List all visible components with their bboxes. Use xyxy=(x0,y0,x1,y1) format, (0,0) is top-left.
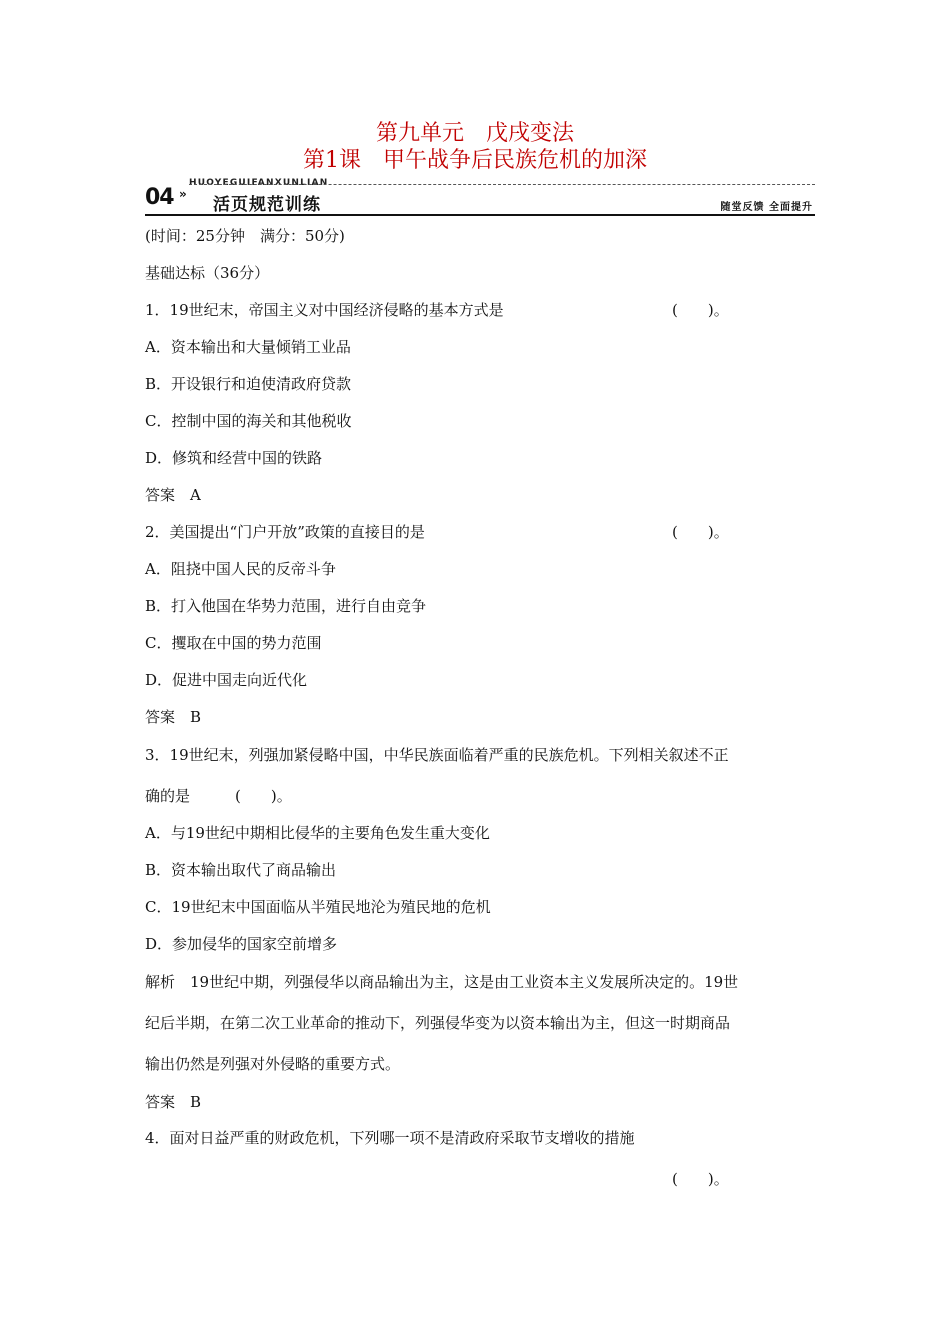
answer: 答案 B xyxy=(145,708,202,726)
answer-blank: ( )。 xyxy=(672,1170,729,1188)
option: B．资本输出取代了商品输出 xyxy=(145,861,337,879)
banner-number: 04 xyxy=(145,185,174,210)
option: C．攫取在中国的势力范围 xyxy=(145,634,322,652)
section-banner xyxy=(145,178,815,218)
banner-dashed-rule xyxy=(189,184,815,185)
question-stem: 2．美国提出“门户开放”政策的直接目的是 xyxy=(145,523,425,541)
option: B．打入他国在华势力范围，进行自由竞争 xyxy=(145,597,427,615)
banner-name: 活页规范训练 xyxy=(213,195,321,215)
lesson-title: 第1课 甲午战争后民族危机的加深 xyxy=(303,148,647,173)
option: C．控制中国的海关和其他税收 xyxy=(145,412,352,430)
banner-rule xyxy=(145,214,815,216)
option: D．修筑和经营中国的铁路 xyxy=(145,449,323,467)
option: A．资本输出和大量倾销工业品 xyxy=(145,338,351,356)
question-stem: 3．19世纪末，列强加紧侵略中国，中华民族面临着严重的民族危机。下列相关叙述不正 xyxy=(145,746,729,764)
question-stem-continued: 确的是 ( )。 xyxy=(145,787,292,805)
option: D．参加侵华的国家空前增多 xyxy=(145,935,338,953)
option: A．与19世纪中期相比侵华的主要角色发生重大变化 xyxy=(145,824,490,842)
double-arrow-icon: » xyxy=(179,187,187,201)
banner-slogan: 随堂反馈 全面提升 xyxy=(720,202,813,213)
answer: 答案 A xyxy=(145,486,201,504)
answer-blank: ( )。 xyxy=(672,523,729,541)
analysis-line: 解析 19世纪中期，列强侵华以商品输出为主，这是由工业资本主义发展所决定的。19世 xyxy=(145,973,739,991)
option: D．促进中国走向近代化 xyxy=(145,671,308,689)
option: C．19世纪末中国面临从半殖民地沦为殖民地的危机 xyxy=(145,898,491,916)
section-heading: 基础达标（36分） xyxy=(145,264,270,282)
analysis-line: 纪后半期，在第二次工业革命的推动下，列强侵华变为以资本输出为主，但这一时期商品 xyxy=(145,1014,731,1032)
option: A．阻挠中国人民的反帝斗争 xyxy=(145,560,336,578)
unit-title: 第九单元 戊戌变法 xyxy=(375,121,574,146)
question-stem: 1．19世纪末，帝国主义对中国经济侵略的基本方式是 xyxy=(145,301,504,319)
option: B．开设银行和迫使清政府贷款 xyxy=(145,375,352,393)
answer: 答案 B xyxy=(145,1093,202,1111)
answer-blank: ( )。 xyxy=(672,301,729,319)
banner-pinyin: HUOYEGUIFANXUNLIAN xyxy=(189,178,329,188)
analysis-line: 输出仍然是列强对外侵略的重要方式。 xyxy=(145,1055,401,1073)
question-stem: 4．面对日益严重的财政危机，下列哪一项不是清政府采取节支增收的措施 xyxy=(145,1129,635,1147)
time-score: (时间：25分钟 满分：50分) xyxy=(145,227,345,245)
